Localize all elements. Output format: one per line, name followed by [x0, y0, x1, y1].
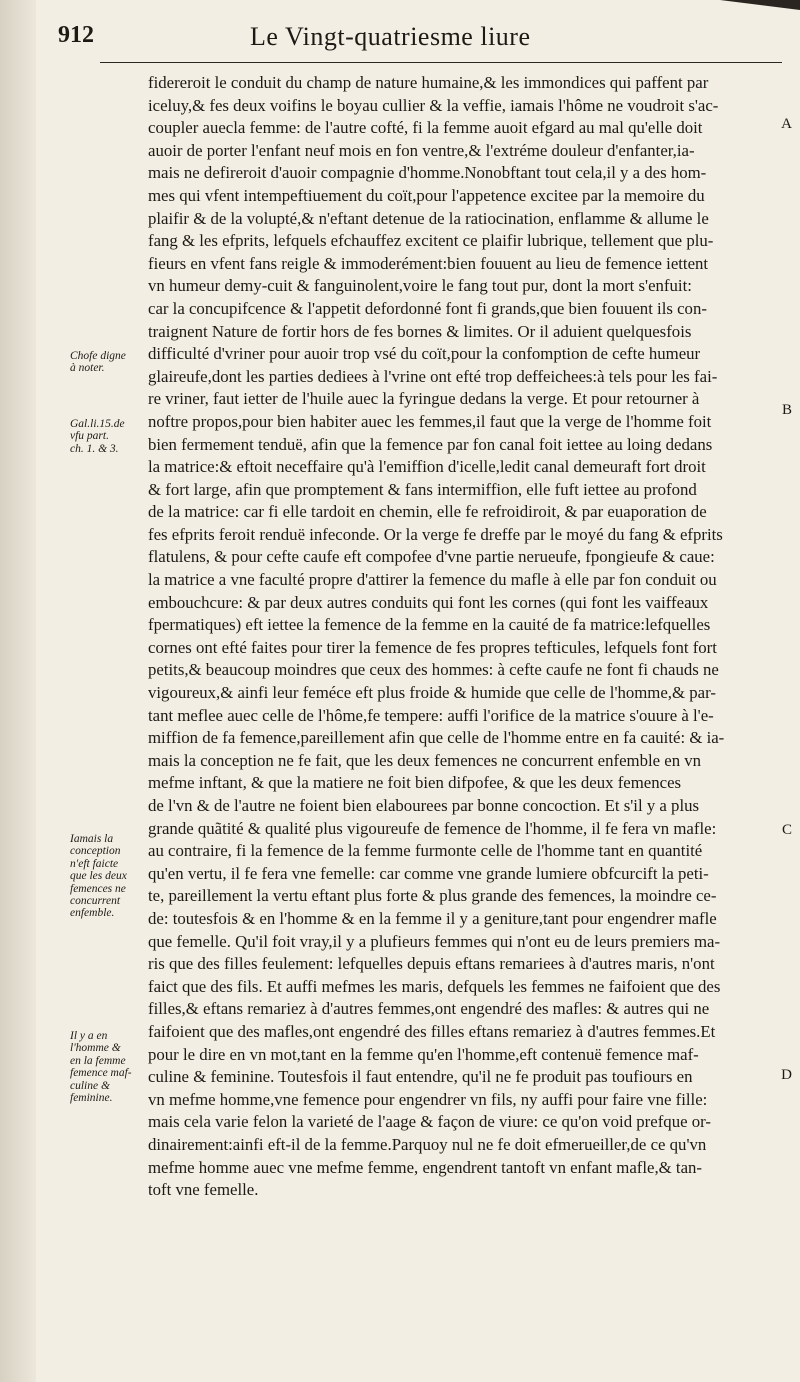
section-letter-b: B	[781, 402, 792, 418]
page-number: 912	[58, 22, 94, 48]
margin-note-4: Il y a en l'homme & en la femme femence maf- culine & feminine.	[70, 1030, 132, 1105]
section-letter-a: A	[781, 116, 792, 132]
running-head: Le Vingt-quatriesme liure	[250, 22, 531, 51]
margin-note-1: Chofe digne à noter.	[70, 350, 126, 375]
binding-edge	[0, 0, 36, 1382]
header-rule	[100, 62, 782, 63]
margin-note-2: Gal.li.15.de vfu part. ch. 1. & 3.	[70, 418, 125, 455]
section-letter-c: C	[781, 822, 792, 838]
corner-shadow	[720, 0, 800, 10]
margin-note-3: Iamais la conception n'eft faicte que les deux femences ne concurrent enfemble.	[70, 833, 127, 920]
section-letter-d: D	[781, 1067, 792, 1083]
main-text: fidereroit le conduit du champ de nature humaine,& les immondices qui paffent par iceluy,& fes deux voifins le boyau cullier & la veffie, iamais l'hôme ne voudroit s'ac- coupler auecla femme: de l'autre cofté, fi la femme auoit efgard au mal qu'elle doit auoir de porter l'enfant neuf mois en fon ventre,& l'extréme douleur d'enfanter,ia- mais ne defireroit d'auoir compagnie d'homme.Nonobftant tout cela,il y a des hom- mes qui vfent intempeftiuement du coït,pour l'appetence excitee par la memoire du plaifir & de la volupté,& n'eftant detenue de la ratiocination, enflamme & allume le fang & les efprits, lefquels efchauffez excitent ce plaifir lubrique, tellement que plu- fieurs en vfent fans reigle & immoderément:bien fouuent au lieu de femence iettent vn humeur demy-cuit & fanguinolent,voire le fang tout pur, dont la mort s'enfuit: car la concupifcence & l'appetit defordonné font fi grands,que bien fouuent ils con- traignent Nature de fortir hors de fes bornes & limites. Or il aduient quelquesfois difficulté d'vriner pour auoir trop vsé du coït,pour la confomption de cefte humeur glaireufe,dont les parties dediees à l'vrine ont efté trop deffeichees:à tels pour les fai- re vriner, faut ietter de l'huile auec la fyringue dedans la verge. Et pour retourner à noftre propos,pour bien habiter auec les femmes,il faut que la verge de l'homme foit bien fermement tenduë, afin que la femence par fon canal foit iettee au loing dedans la matrice:& eftoit neceffaire qu'à l'emiffion d'icelle,ledit canal demeuraft fort droit & fort large, afin que promptement & fans intermiffion, elle fuft iettee au profond de la matrice: car fi elle tardoit en chemin, elle fe refroidiroit, & par euaporation de fes efprits feroit renduë infeconde. Or la verge fe dreffe par le moyé du fang & efprits flatulens, & pour cefte caufe eft compofee d'vne partie nerueufe, fpongieufe & caue: la matrice a vne faculté propre d'attirer la femence du mafle à elle par fon conduit ou embouchcure: & par deux autres conduits qui font les cornes (qui font les vaiffeaux fpermatiques) eft iettee la femence de la femme en la cauité de fa matrice:lefquelles cornes ont efté faites pour tirer la femence de fes propres tefticules, lefquels font fort petits,& beaucoup moindres que ceux des hommes: à cefte caufe ne font fi chauds ne vigoureux,& ainfi leur feméce eft plus froide & humide que celle de l'homme,& par- tant meflee auec celle de l'hôme,fe tempere: auffi l'orifice de la matrice s'ouure à l'e- miffion de fa femence,pareillement afin que celle de l'homme entre en fa cauité: & ia- mais la conception ne fe fait, que les deux femences ne concurrent enfemble en vn mefme inftant, & que la matiere ne foit bien difpofee, & que les deux femences de l'vn & de l'autre ne foient bien elabourees par bonne concoction. Et s'il y a plus grande quãtité & qualité plus vigoureufe de femence de l'homme, il fe fera vn mafle: au contraire, fi la femence de la femme furmonte celle de l'homme tant en quantité qu'en vertu, il fe fera vne femelle: car comme vne grande lumiere obfcurcift la peti- te, pareillement la vertu eftant plus forte & plus grande des femences, la moindre ce- de: toutesfois & en l'homme & en la femme il y a geniture,tant pour engendrer mafle que femelle. Qu'il foit vray,il y a plufieurs femmes qui n'ont eu de leurs premiers ma- ris que des filles feulement: lefquelles depuis eftans remariees à d'autres maris, n'ont faict que des fils. Et auffi mefmes les maris, defquels les femmes ne faifoient que des filles,& eftans remariez à d'autres femmes,ont engendré des mafles: & autres qui ne faifoient que des mafles,ont engendré des filles eftans remariez à d'autres femmes.Et pour le dire en vn mot,tant en la femme qu'en l'homme,eft contenuë femence maf- culine & feminine. Toutesfois il faut entendre, qu'il ne fe produit pas toufiours en vn mefme homme,vne femence pour engendrer vn fils, ny auffi pour faire vne fille: mais cela varie felon la varieté de l'aage & façon de viure: ce qu'on void prefque or- dinairement:ainfi eft-il de la femme.Parquoy nul ne fe doit efmerueiller,de ce qu'vn mefme homme auec vne mefme femme, engendrent tantoft vn enfant mafle,& tan- toft vne femelle.	[148, 73, 725, 1200]
